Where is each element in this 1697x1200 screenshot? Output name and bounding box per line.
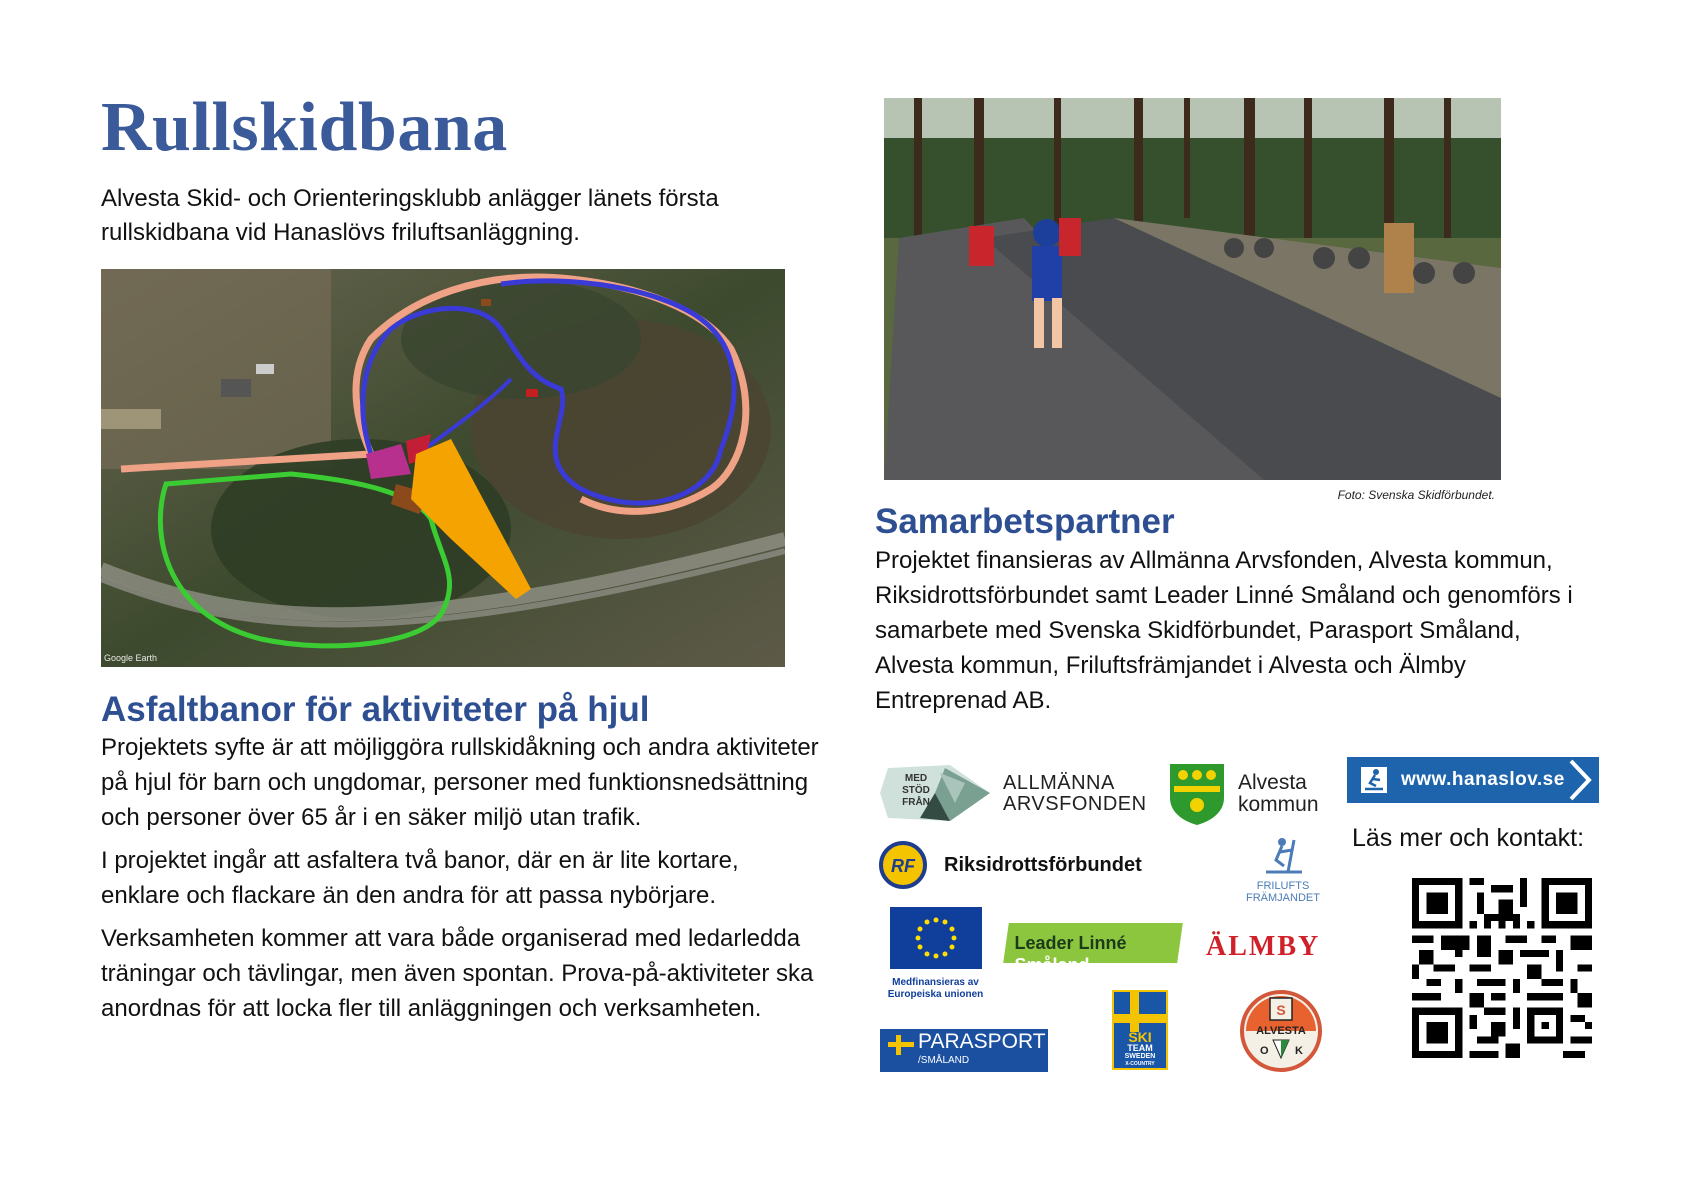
aerial-map [101,269,785,667]
ski-team-line3: SWEDEN [1124,1053,1156,1060]
alvesta-ok-emblem-icon [1240,990,1322,1072]
eu-line1: Medfinansieras av [892,977,979,988]
alvesta-kommun-name [1238,772,1319,816]
paragraph: I projektet ingår att asfaltera två banor, där en är lite kortare, enklare och flackare än den andra för att passa nybörjare. [101,847,739,909]
rollerski-photo [884,98,1501,480]
ski-team-line4: X-COUNTRY [1125,1061,1155,1067]
alvesta-line1: Alvesta [1238,771,1307,794]
friluftsframjandet-name [1238,880,1328,904]
riksidrott-name: Riksidrottsförbundet [944,854,1142,876]
skier-icon [1361,767,1387,793]
swedish-cross-icon [888,1035,914,1055]
rf-emblem-icon [878,840,928,890]
photo-credit: Foto: Svenska Skidförbundet. [1337,488,1495,502]
leader-word: Leader Linné [1014,933,1127,953]
eu-logo [878,907,1018,1003]
hanaslov-link-button[interactable] [1347,757,1599,803]
alvesta-ok-top: S [1276,1002,1286,1018]
arvsfonden-line2: ARVSFONDEN [1003,793,1147,815]
leader-name [1014,932,1178,976]
map-watermark: Google Earth [104,653,158,663]
parasport-logo [880,1029,1048,1072]
parasport-line2: /SMÅLAND [918,1055,970,1066]
arvsfonden-line1: ALLMÄNNA [1003,772,1115,794]
friluft-line2: FRÄMJANDET [1246,892,1320,904]
section-heading-asfaltbanor: Asfaltbanor för aktiviteter på hjul [101,690,650,729]
ski-team-line2: TEAM [1127,1043,1153,1053]
rf-badge: RF [891,856,915,876]
alvesta-kommun-logo [1168,762,1338,826]
page-title: Rullskidbana [101,89,508,166]
alvesta-ok-left: O [1260,1045,1269,1057]
alvesta-line2: kommun [1238,793,1319,816]
contact-label: Läs mer och kontakt: [1352,824,1585,852]
eu-line2: Europeiska unionen [887,989,984,1000]
right-body-text: Projektet finansieras av Allmänna Arvsfonden, Alvesta kommun, Riksidrottsförbundet samt Leader Linné Småland och genomförs i samarbete med Svenska Skidförbundet, Parasport Småland, Alvesta kommun, Friluftsfrämjandet i Alvesta och Älmby Entreprenad AB. [875,547,1573,714]
parasport-line1: PARASPORT [918,1030,1046,1053]
friluft-line1: FRILUFTS [1256,880,1310,892]
friluftsframjandet-logo [1238,836,1328,906]
arvsfonden-logo [880,763,1147,823]
arvsfonden-name [1003,773,1147,815]
riksidrott-logo [878,840,1178,892]
alvesta-ok-name: ALVESTA [1256,1025,1306,1037]
paragraph: Projektets syfte är att möjliggöra rullskidåkning och andra aktiviteter på hjul för barn och ungdomar, personer med funktionsnedsättning och personer över 65 år i en säker miljö utan trafik. [101,734,819,831]
leader-highlight: Småland [1014,955,1090,975]
eu-caption [878,977,993,1001]
intro-text: Alvesta Skid- och Orienteringsklubb anlägger länets första rullskidbana vid Hanaslövs friluftsanläggning. [101,185,719,246]
alvesta-ok-logo [1240,990,1322,1072]
chevron-right-icon [1567,757,1595,803]
section-heading-samarbetspartner: Samarbetspartner [875,502,1175,541]
arvsfonden-badge: MED STÖD FRÅN [902,773,930,808]
ski-team-line1: SKI [1128,1029,1152,1045]
ski-team-sweden-logo [1112,990,1168,1070]
alvesta-ok-right: K [1295,1045,1303,1057]
left-body-text [101,730,821,1034]
hanaslov-url[interactable]: www.hanaslov.se [1401,769,1565,790]
qr-code[interactable] [1412,878,1592,1058]
almby-logo: ÄLMBY [1206,931,1321,962]
skier-icon [1258,836,1308,876]
eu-flag-icon [890,907,982,969]
alvesta-shield-icon [1168,762,1226,826]
leader-logo [1003,923,1183,975]
paragraph: Verksamheten kommer att vara både organiserad med ledarledda träningar och tävlingar, men även spontan. Prova-på-aktiviteter ska anordnas för att locka fler till anläggningen och verksamheten. [101,925,814,1022]
